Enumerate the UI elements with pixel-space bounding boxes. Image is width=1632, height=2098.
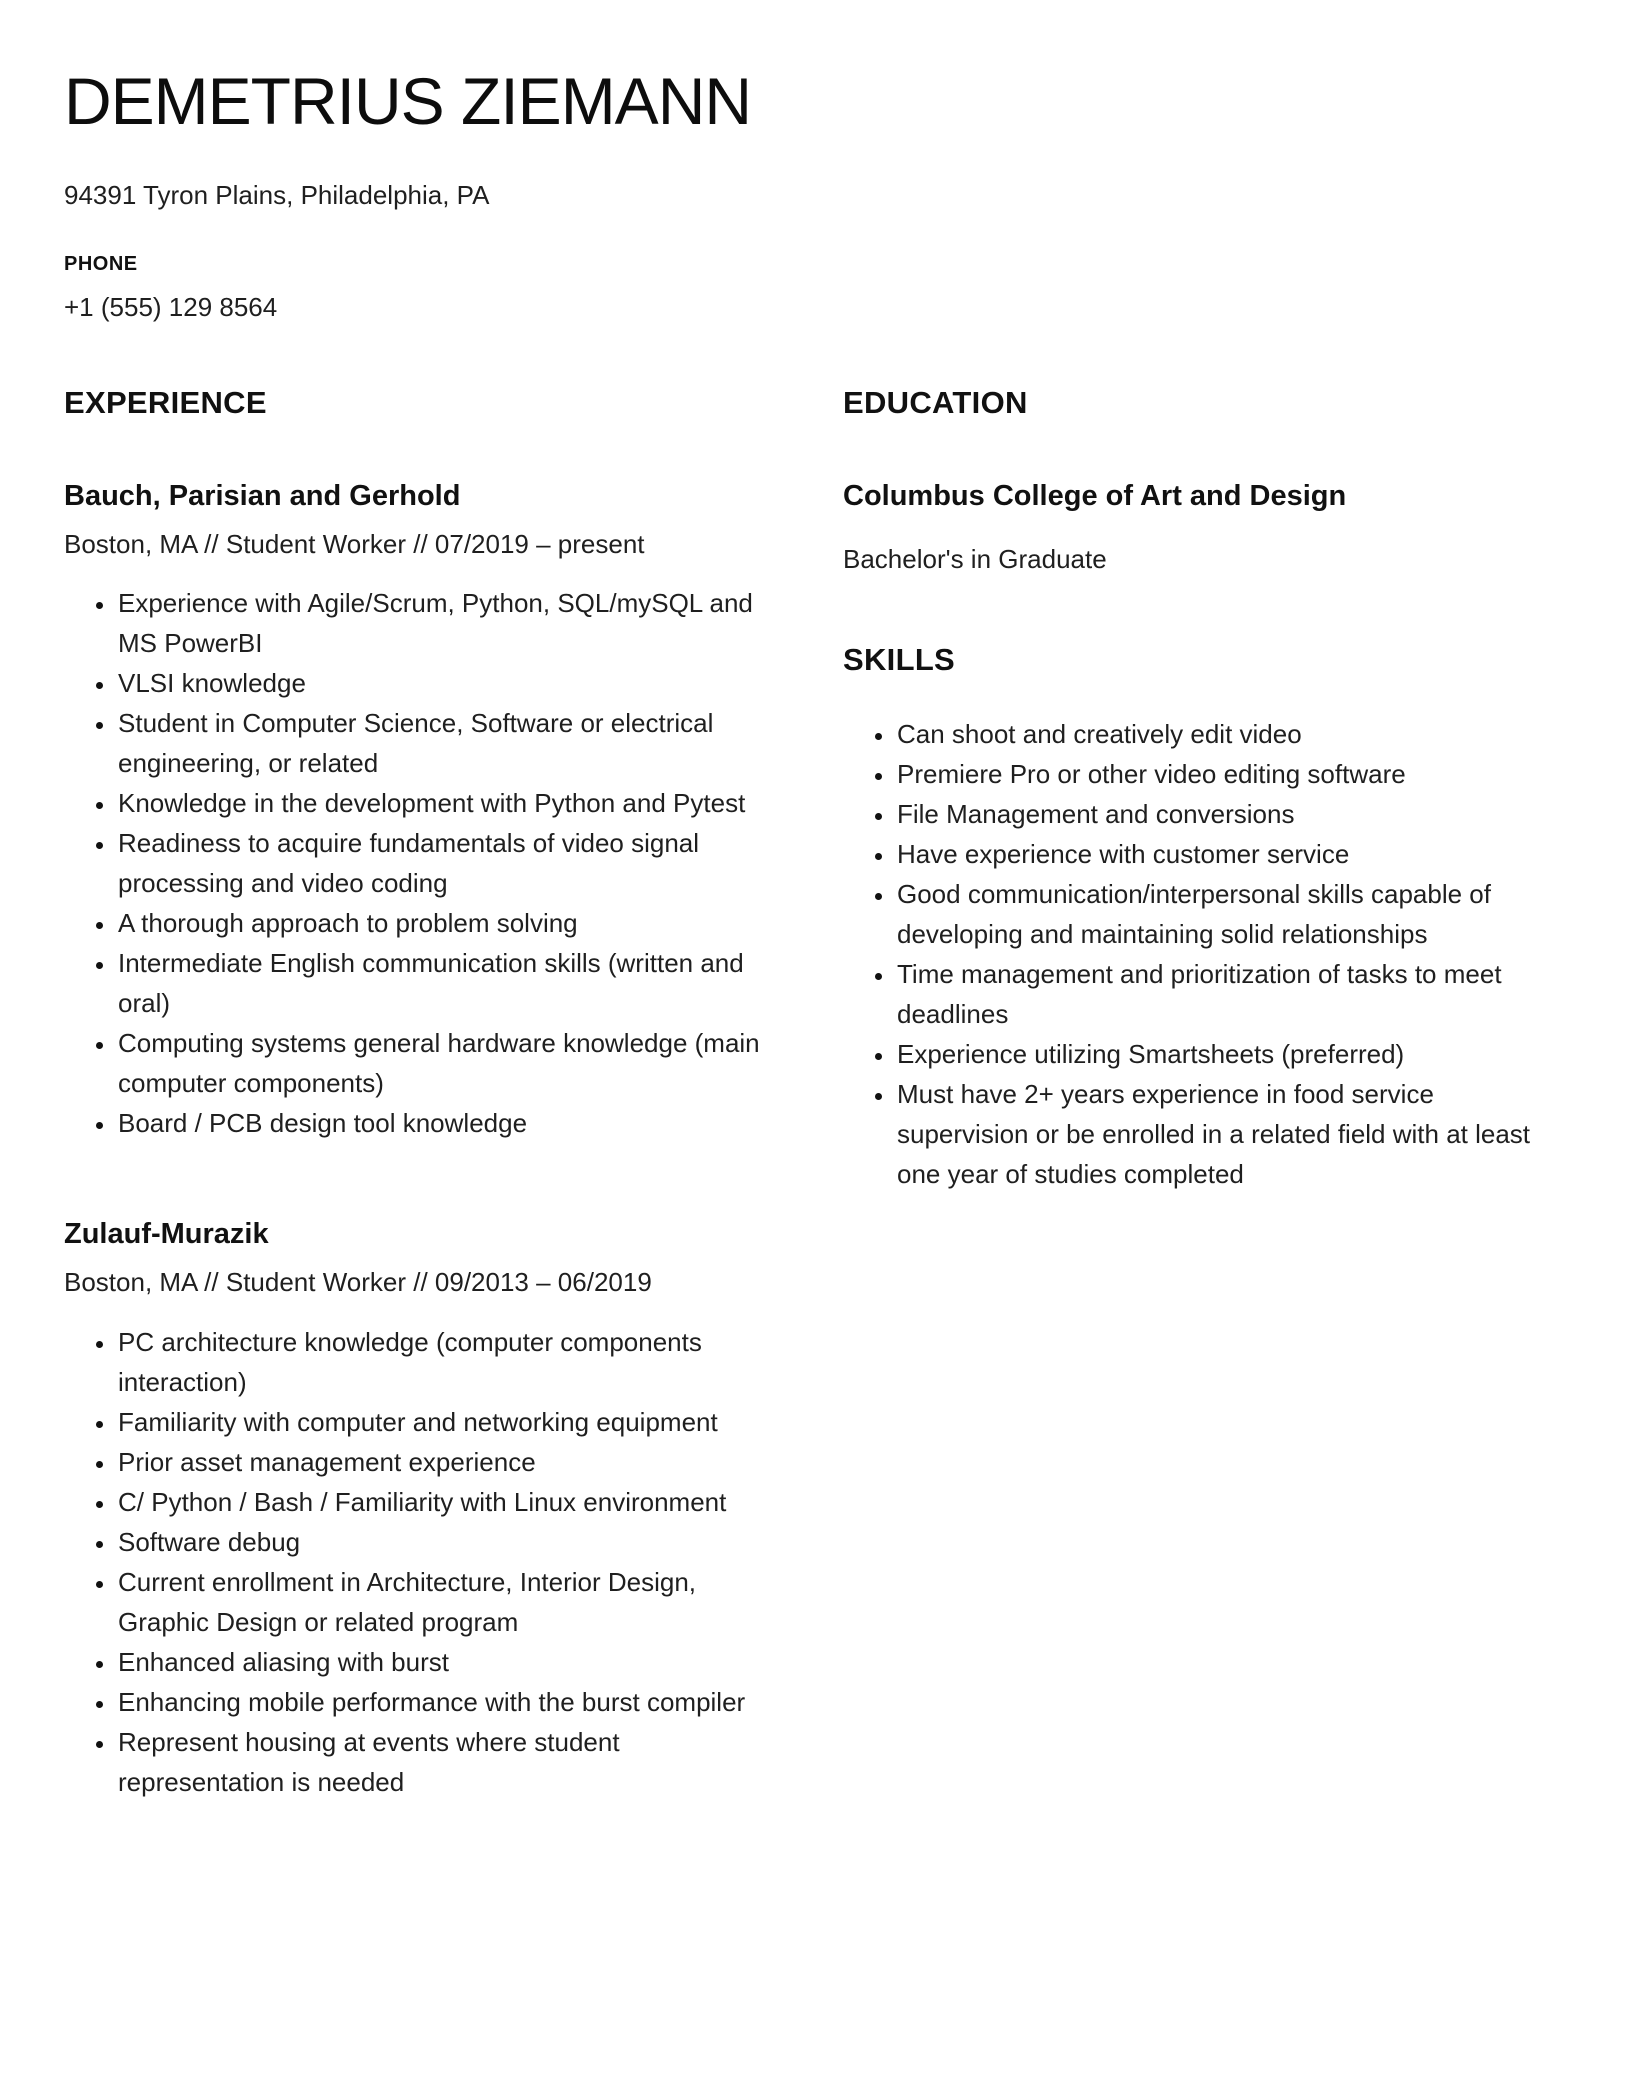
- skill-bullet: • Premiere Pro or other video editing software: [895, 754, 1568, 794]
- skills-bullet-list: [843, 714, 1568, 1194]
- skill-bullet: • Can shoot and creatively edit video: [895, 714, 1568, 754]
- job-bullet-list: [64, 1322, 789, 1802]
- job-meta: Boston, MA // Student Worker // 09/2013 – 06/2019: [64, 1267, 652, 1298]
- job-bullet: • C/ Python / Bash / Familiarity with Linux environment: [116, 1482, 789, 1522]
- education-degree: Bachelor's in Graduate: [843, 543, 1107, 574]
- job-bullet: • Computing systems general hardware knowledge (main computer components): [116, 1023, 789, 1103]
- job-company: Bauch, Parisian and Gerhold: [64, 479, 461, 512]
- job-bullet: • VLSI knowledge: [116, 663, 789, 703]
- skill-bullet: • Have experience with customer service: [895, 834, 1568, 874]
- skill-bullet: • Must have 2+ years experience in food service supervision or be enrolled in a related field with at least one year of studies completed: [895, 1074, 1568, 1194]
- job-meta: Boston, MA // Student Worker // 07/2019 – present: [64, 528, 645, 559]
- job-bullet: • Intermediate English communication skills (written and oral): [116, 943, 789, 1023]
- skill-bullet: • Experience utilizing Smartsheets (preferred): [895, 1034, 1568, 1074]
- experience-section: [64, 385, 789, 1802]
- skill-bullet: • Time management and prioritization of tasks to meet deadlines: [895, 954, 1568, 1034]
- resume-header: [64, 64, 1568, 323]
- job-bullet: • Enhanced aliasing with burst: [116, 1642, 789, 1682]
- job-bullet: • Familiarity with computer and networking equipment: [116, 1402, 789, 1442]
- education-school: Columbus College of Art and Design: [843, 479, 1347, 512]
- job-bullet: • Prior asset management experience: [116, 1442, 789, 1482]
- job-bullet: • Experience with Agile/Scrum, Python, SQL/mySQL and MS PowerBI: [116, 583, 789, 663]
- education-heading: EDUCATION: [843, 385, 1028, 421]
- job-bullet: • Software debug: [116, 1522, 789, 1562]
- job-bullet: • Student in Computer Science, Software or electrical engineering, or related: [116, 703, 789, 783]
- job-bullet: • Readiness to acquire fundamentals of video signal processing and video coding: [116, 823, 789, 903]
- job-bullet: • Enhancing mobile performance with the burst compiler: [116, 1682, 789, 1722]
- job-bullet: • Current enrollment in Architecture, Interior Design, Graphic Design or related program: [116, 1562, 789, 1642]
- skill-bullet: • Good communication/interpersonal skills capable of developing and maintaining solid relationships: [895, 874, 1568, 954]
- resume-body: [64, 385, 1568, 1802]
- job-bullet: • PC architecture knowledge (computer components interaction): [116, 1322, 789, 1402]
- job-company: Zulauf-Murazik: [64, 1218, 269, 1251]
- job-bullet: • Knowledge in the development with Python and Pytest: [116, 783, 789, 823]
- education-section: [843, 385, 1568, 576]
- right-column: [843, 385, 1568, 1194]
- job-bullet: • Board / PCB design tool knowledge: [116, 1103, 789, 1143]
- skill-bullet: • File Management and conversions: [895, 794, 1568, 834]
- skills-section: [843, 642, 1568, 1194]
- experience-heading: EXPERIENCE: [64, 385, 267, 421]
- candidate-address: 94391 Tyron Plains, Philadelphia, PA: [64, 180, 490, 210]
- job-entry: [64, 479, 789, 1144]
- job-bullet: • Represent housing at events where student representation is needed: [116, 1722, 789, 1802]
- phone-number: +1 (555) 129 8564: [64, 292, 278, 323]
- job-entry: [64, 1217, 789, 1802]
- job-bullet: • A thorough approach to problem solving: [116, 903, 789, 943]
- job-bullet-list: [64, 583, 789, 1143]
- candidate-name: DEMETRIUS ZIEMANN: [64, 64, 752, 138]
- phone-label: PHONE: [64, 253, 138, 276]
- skills-heading: SKILLS: [843, 642, 956, 678]
